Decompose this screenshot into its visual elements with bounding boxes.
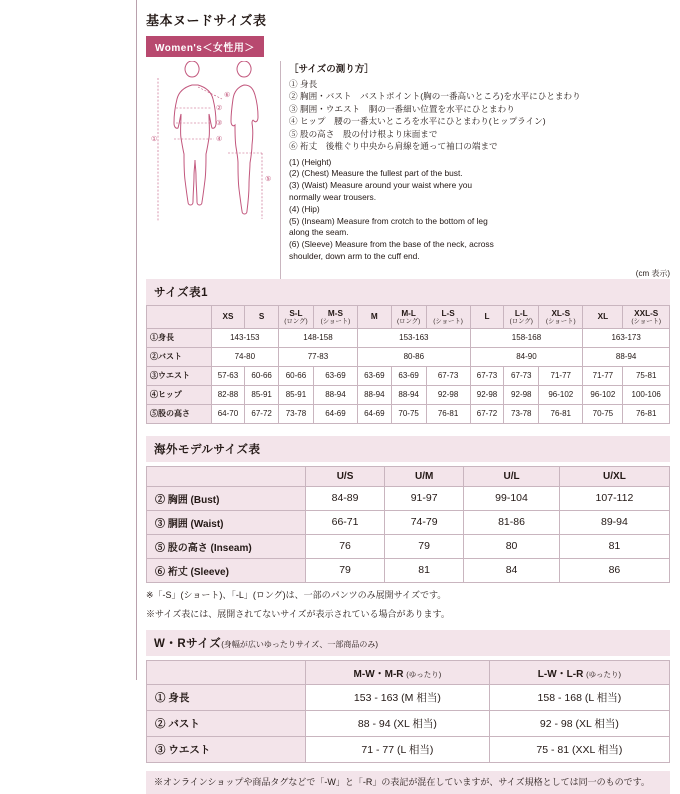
row-label: ⑤ 股の高さ (Inseam) <box>147 534 306 558</box>
cell: 84-89 <box>306 486 385 510</box>
measure-item-ja: ③ 胴囲・ウエスト 胴の一番細い位置を水平にひとまわり <box>289 103 515 114</box>
note-short-long: ※「-S」(ショート)、「-L」(ロング)は、一部のパンツのみ展開サイズです。 <box>146 589 447 600</box>
cell: 71-77 <box>539 366 583 385</box>
cell: 88 - 94 (XL 相当) <box>306 710 490 736</box>
fig-number-6: ⑥ <box>224 92 231 99</box>
cell: 96-102 <box>583 385 623 404</box>
col-head: M <box>357 305 391 328</box>
cell: 73-78 <box>278 404 313 423</box>
cell: 85-91 <box>278 385 313 404</box>
cell: 158-168 <box>470 328 583 347</box>
cell: 66-71 <box>306 510 385 534</box>
cell: 70-75 <box>391 404 426 423</box>
document-content <box>146 10 670 794</box>
table-row <box>147 534 670 558</box>
table-row <box>147 366 670 385</box>
row-label: ④ヒップ <box>147 385 212 404</box>
cell: 92-98 <box>470 385 504 404</box>
cell: 75-81 <box>623 366 670 385</box>
row-label: ⑥ 裄丈 (Sleeve) <box>147 558 306 582</box>
cell: 89-94 <box>559 510 669 534</box>
measure-item-en: normally wear trousers. <box>289 192 377 203</box>
cell: 67-73 <box>426 366 470 385</box>
cell: 80 <box>464 534 560 558</box>
cell: 75 - 81 (XXL 相当) <box>489 736 669 762</box>
row-label: ③ウエスト <box>147 366 212 385</box>
cell: 71-77 <box>583 366 623 385</box>
womens-section-label: Women's＜女性用＞ <box>146 36 264 57</box>
row-label: ①身長 <box>147 328 212 347</box>
measure-item-ja: ② 胸囲・バスト バストポイント(胸の一番高いところ)を水平にひとまわり <box>289 91 581 102</box>
cell: 64-69 <box>357 404 391 423</box>
unit-note: (cm 表示) <box>635 268 670 278</box>
overseas-model-size-table <box>146 466 670 583</box>
table-row <box>147 328 670 347</box>
cell: 92-98 <box>426 385 470 404</box>
cell: 77-83 <box>278 347 357 366</box>
col-head: XL-S (ショート) <box>539 305 583 328</box>
row-label: ③ 胴囲 (Waist) <box>147 510 306 534</box>
cell: 70-75 <box>583 404 623 423</box>
cell: 60-66 <box>278 366 313 385</box>
female-body-diagram-svg <box>146 61 276 233</box>
cell: 57-63 <box>211 366 245 385</box>
col-head: U/S <box>306 466 385 486</box>
table-row <box>147 510 670 534</box>
col-head: XS <box>211 305 245 328</box>
cell: 63-69 <box>313 366 357 385</box>
measure-item-en: (1) (Height) <box>289 156 332 167</box>
fig-number-4: ④ <box>216 136 223 143</box>
cell: 74-80 <box>211 347 278 366</box>
col-head: M-W・M-R (ゆったり) <box>306 660 490 684</box>
measure-item-en: shoulder, down arm to the cuff end. <box>289 250 420 261</box>
row-label: ②バスト <box>147 347 212 366</box>
cell: 88-94 <box>583 347 670 366</box>
left-border-rule <box>136 0 137 680</box>
cell: 63-69 <box>391 366 426 385</box>
fig-number-2: ② <box>216 105 223 112</box>
cell: 76-81 <box>426 404 470 423</box>
col-head-blank <box>147 305 212 328</box>
col-head: S <box>245 305 279 328</box>
note-unavailable-sizes: ※サイズ表には、展開されてないサイズが表示されている場合があります。 <box>146 609 450 620</box>
col-head: L-L (ロング) <box>504 305 539 328</box>
measure-item-en: (3) (Waist) Measure around your waist where you <box>289 180 473 191</box>
table1-title: サイズ表1 <box>146 279 670 305</box>
cell: 100-106 <box>623 385 670 404</box>
womens-section-label-wrap <box>146 36 670 57</box>
measure-item-ja: ⑤ 股の高さ 股の付け根より床面まで <box>289 128 438 139</box>
table-row <box>147 486 670 510</box>
col-head: S-L (ロング) <box>278 305 313 328</box>
wr-size-table <box>146 660 670 763</box>
measure-list-en <box>289 157 670 263</box>
fig-number-3: ③ <box>216 120 223 127</box>
measure-list-ja <box>289 78 670 153</box>
cell: 107-112 <box>559 486 669 510</box>
cell: 80-86 <box>357 347 470 366</box>
cell: 81 <box>385 558 464 582</box>
cell: 79 <box>306 558 385 582</box>
col-head: U/M <box>385 466 464 486</box>
measure-item-en: (4) (Hip) <box>289 203 320 214</box>
table-row <box>147 347 670 366</box>
cell: 82-88 <box>211 385 245 404</box>
cell: 76-81 <box>623 404 670 423</box>
table-row <box>147 404 670 423</box>
footer-note: ※オンラインショップや商品タグなどで「-W」と「-R」の表記が混在していますが、サイズ規格としては同一のものです。 <box>146 771 670 794</box>
col-head-blank <box>147 466 306 486</box>
womens-figure-block <box>146 61 670 279</box>
fig-number-5: ⑤ <box>265 176 272 183</box>
col-head: U/XL <box>559 466 669 486</box>
cell: 76-81 <box>539 404 583 423</box>
col-head-blank <box>147 660 306 684</box>
cell: 158 - 168 (L 相当) <box>489 684 669 710</box>
col-head: L-S (ショート) <box>426 305 470 328</box>
cell: 76 <box>306 534 385 558</box>
row-label: ② バスト <box>147 710 306 736</box>
col-head: L <box>470 305 504 328</box>
cell: 92-98 <box>504 385 539 404</box>
cell: 74-79 <box>385 510 464 534</box>
cell: 60-66 <box>245 366 279 385</box>
cell: 153-163 <box>357 328 470 347</box>
table-header-row <box>147 305 670 328</box>
row-label: ③ ウエスト <box>147 736 306 762</box>
measure-heading: ［サイズの測り方］ <box>289 64 374 75</box>
cell: 96-102 <box>539 385 583 404</box>
cell: 153 - 163 (M 相当) <box>306 684 490 710</box>
col-head: M-L (ロング) <box>391 305 426 328</box>
table-row <box>147 558 670 582</box>
table-row <box>147 385 670 404</box>
cell: 143-153 <box>211 328 278 347</box>
cell: 67-72 <box>245 404 279 423</box>
cell: 86 <box>559 558 669 582</box>
cell: 67-73 <box>470 366 504 385</box>
measure-item-en: (6) (Sleeve) Measure from the base of the neck, across <box>289 239 494 250</box>
table-header-row <box>147 660 670 684</box>
cell: 67-72 <box>470 404 504 423</box>
cell: 88-94 <box>391 385 426 404</box>
cell: 148-158 <box>278 328 357 347</box>
cell: 88-94 <box>313 385 357 404</box>
col-head: M-S (ショート) <box>313 305 357 328</box>
table-header-row <box>147 466 670 486</box>
cell: 81 <box>559 534 669 558</box>
table-row <box>147 710 670 736</box>
cell: 73-78 <box>504 404 539 423</box>
table3-title-main: W・Rサイズ <box>154 637 222 650</box>
cell: 99-104 <box>464 486 560 510</box>
cell: 71 - 77 (L 相当) <box>306 736 490 762</box>
cell: 79 <box>385 534 464 558</box>
cell: 84-90 <box>470 347 583 366</box>
cell: 64-69 <box>313 404 357 423</box>
measure-instructions-panel <box>280 61 670 279</box>
cell: 81-86 <box>464 510 560 534</box>
measure-item-en: (2) (Chest) Measure the fullest part of the bust. <box>289 168 463 179</box>
col-head: XL <box>583 305 623 328</box>
cell: 88-94 <box>357 385 391 404</box>
cell: 63-69 <box>357 366 391 385</box>
measure-item-ja: ⑥ 裄丈 後椎ぐり中央から肩線を通って袖口の端まで <box>289 141 498 152</box>
measure-item-en: (5) (Inseam) Measure from crotch to the bottom of leg <box>289 215 488 226</box>
table-row <box>147 736 670 762</box>
cell: 67-73 <box>504 366 539 385</box>
cell: 64-70 <box>211 404 245 423</box>
cell: 85-91 <box>245 385 279 404</box>
row-label: ① 身長 <box>147 684 306 710</box>
size-table-1 <box>146 305 670 424</box>
page-title: 基本ヌードサイズ表 <box>146 13 267 28</box>
measure-item-ja: ① 身長 <box>289 79 318 89</box>
cell: 84 <box>464 558 560 582</box>
body-figures-illustration <box>146 61 276 231</box>
table3-title-sub: (身幅が広いゆったりサイズ、一部商品のみ) <box>221 639 379 649</box>
measure-item-en: along the seam. <box>289 227 349 238</box>
cell: 163-173 <box>583 328 670 347</box>
col-head: XXL-S (ショート) <box>623 305 670 328</box>
table-row <box>147 684 670 710</box>
cell: 91-97 <box>385 486 464 510</box>
fig-number-1: ① <box>151 136 158 143</box>
col-head: U/L <box>464 466 560 486</box>
table3-title <box>146 630 670 656</box>
cell: 92 - 98 (XL 相当) <box>489 710 669 736</box>
row-label: ⑤股の高さ <box>147 404 212 423</box>
row-label: ② 胸囲 (Bust) <box>147 486 306 510</box>
table2-title: 海外モデルサイズ表 <box>146 436 670 462</box>
measure-item-ja: ④ ヒップ 腰の一番太いところを水平にひとまわり(ヒップライン) <box>289 116 546 127</box>
col-head: L-W・L-R (ゆったり) <box>489 660 669 684</box>
